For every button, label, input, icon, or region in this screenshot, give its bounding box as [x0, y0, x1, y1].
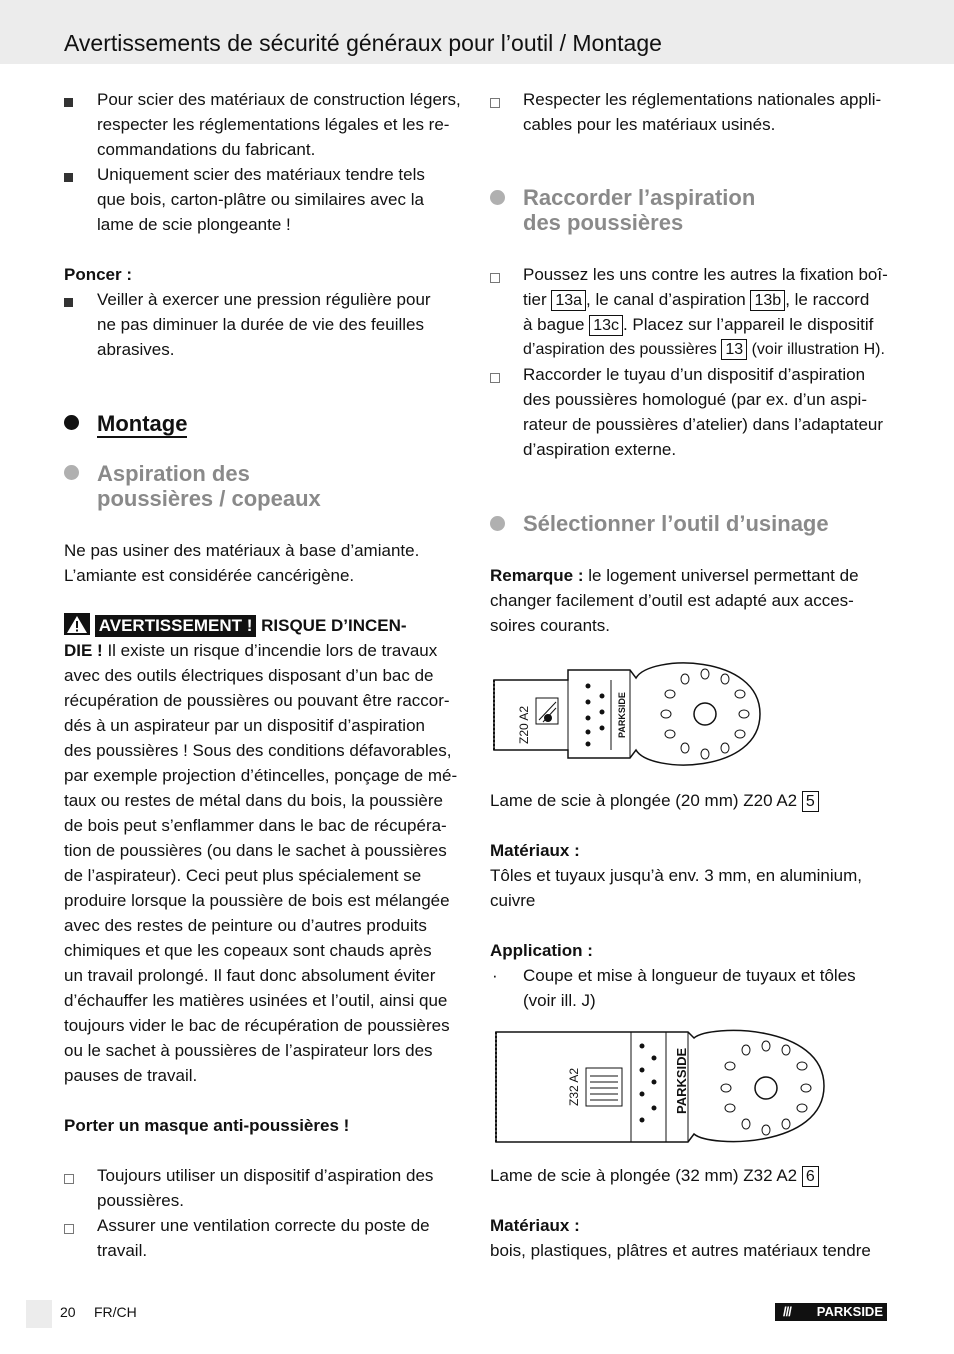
text-span: , le raccord — [785, 290, 870, 309]
blade2-code-text: Z32 A2 — [567, 1067, 581, 1106]
paragraph-line: Ne pas usiner des matériaux à base d’amiante. — [64, 541, 420, 560]
materiaux-label: Matériaux : — [490, 1216, 580, 1235]
bullet-text: Coupe et mise à longueur de tuyaux et tôles — [523, 966, 856, 985]
warning-risk: RISQUE D’INCEN- — [261, 616, 407, 635]
bullet-text: ne pas diminuer la durée de vie des feuilles — [97, 315, 424, 334]
raccorder-heading: Raccorder l’aspiration — [523, 185, 756, 210]
ref-13a: 13a — [551, 290, 586, 311]
ref-13b: 13b — [750, 290, 785, 311]
aspiration-heading: poussières / copeaux — [97, 486, 321, 511]
bullet-text: Veiller à exercer une pression régulière pour — [97, 290, 431, 309]
bullet-text: commandations du fabricant. — [97, 140, 316, 159]
footer-marker — [26, 1300, 52, 1328]
heading-dot-icon — [64, 465, 79, 480]
poncer-label: Poncer : — [64, 265, 133, 284]
paragraph-line: bois, plastiques, plâtres et autres matériaux tendre — [490, 1241, 871, 1260]
bullet-square-outline-icon — [490, 98, 500, 108]
bullet-text: Respecter les réglementations nationales appli- — [523, 90, 882, 109]
text-span: , le canal d’aspiration — [586, 290, 751, 309]
paragraph-line: soires courants. — [490, 616, 610, 635]
warning-line: toujours vider le bac de récupération de poussières — [64, 1016, 450, 1035]
paragraph-line: Tôles et tuyaux jusqu’à env. 3 mm, en aluminium, — [490, 866, 862, 885]
heading-dot-icon — [490, 516, 505, 531]
bullet-text — [523, 337, 885, 362]
caption-text: Lame de scie à plongée (20 mm) Z20 A2 — [490, 791, 802, 810]
text-span: à bague — [523, 315, 590, 334]
warning-line: par exemple projection d’étincelles, ponçage de mé- — [64, 766, 458, 785]
warning-line: chimiques et que les copeaux sont chauds après — [64, 941, 432, 960]
bullet-text: Pour scier des matériaux de construction légers, — [97, 90, 461, 109]
blade2-brand-text: PARKSIDE — [674, 1047, 689, 1114]
bullet-text — [523, 312, 873, 337]
bullet-text: cables pour les matériaux usinés. — [523, 115, 776, 134]
warning-line: ou le sachet à poussières de l’aspirateur lors des — [64, 1041, 433, 1060]
bullet-square-icon — [64, 298, 73, 307]
warning-line: de bois peut s’enflammer dans le bac de récupéra- — [64, 816, 447, 835]
warning-line — [64, 638, 437, 663]
remarque-text: le logement universel permettant de — [583, 566, 859, 585]
text-span: d’aspiration des poussières — [523, 341, 722, 358]
warning-triangle-icon — [64, 613, 90, 635]
remarque-label: Remarque : — [490, 566, 584, 585]
warning-line: tion de poussières (ou dans le sachet à poussières — [64, 841, 447, 860]
remarque-line — [490, 563, 859, 588]
warning-line: taux ou restes de métal dans du bois, la poussière — [64, 791, 443, 810]
bullet-square-outline-icon — [64, 1174, 74, 1184]
language-code: FR/CH — [94, 1304, 137, 1320]
bullet-text: Toujours utiliser un dispositif d’aspiration des — [97, 1166, 434, 1185]
bullet-dot: · — [492, 966, 498, 985]
warning-line: dés à un aspirateur par un dispositif d’aspiration — [64, 716, 425, 735]
bullet-square-outline-icon — [490, 273, 500, 283]
application-label: Application : — [490, 941, 593, 960]
bullet-text: Uniquement scier des matériaux tendre tels — [97, 165, 425, 184]
bullet-text: Poussez les uns contre les autres la fixation boî- — [523, 265, 888, 284]
text-span: (voir illustration H). — [747, 341, 885, 358]
aspiration-heading: Aspiration des — [97, 461, 250, 486]
warning-line: produire lorsque la poussière de bois est mélangée — [64, 891, 450, 910]
text-span: . Placez sur l’appareil le dispositif — [622, 315, 874, 334]
saw-blade-z32-illustration — [490, 1028, 826, 1146]
heading-dot-icon — [490, 190, 505, 205]
ref-5: 5 — [802, 791, 819, 812]
bullet-text: (voir ill. J) — [523, 991, 596, 1010]
warning-line: des poussières ! Sous des conditions défavorables, — [64, 741, 452, 760]
raccorder-heading: des poussières — [523, 210, 684, 235]
logo-text: PARKSIDE — [816, 1304, 883, 1319]
bullet-square-outline-icon — [490, 373, 500, 383]
warning-line: récupération de poussières ou pouvant être raccor- — [64, 691, 450, 710]
bullet-text: Assurer une ventilation correcte du poste de — [97, 1216, 430, 1235]
page-number: 20 — [60, 1304, 76, 1320]
masque-heading: Porter un masque anti-poussières ! — [64, 1116, 350, 1135]
warning-label: AVERTISSEMENT ! — [95, 615, 257, 637]
blade1-code-text: Z20 A2 — [517, 705, 531, 744]
parkside-logo — [775, 1303, 887, 1321]
bullet-square-icon — [64, 173, 73, 182]
bullet-text: lame de scie plongeante ! — [97, 215, 291, 234]
heading-dot-icon — [64, 415, 79, 430]
bullet-text: Raccorder le tuyau d’un dispositif d’aspiration — [523, 365, 866, 384]
ref-13: 13 — [721, 339, 747, 360]
bullet-text: poussières. — [97, 1191, 184, 1210]
warning-die: DIE ! — [64, 641, 103, 660]
warning-line: avec des outils électriques disposant d’un bac de — [64, 666, 434, 685]
blade1-brand-text: PARKSIDE — [617, 692, 627, 738]
warning-line: un travail prolongé. Il faut donc absolument éviter — [64, 966, 436, 985]
page-header — [0, 0, 954, 64]
materiaux-label: Matériaux : — [490, 841, 580, 860]
bullet-text — [523, 287, 869, 312]
logo-slashes: /// — [783, 1304, 791, 1319]
paragraph-line: cuivre — [490, 891, 536, 910]
text-span: tier — [523, 290, 552, 309]
warning-first-text: Il existe un risque d’incendie lors de travaux — [102, 641, 438, 660]
montage-heading: Montage — [97, 411, 188, 436]
bullet-text: abrasives. — [97, 340, 175, 359]
paragraph-line: L’amiante est considérée cancérigène. — [64, 566, 355, 585]
page-title: Avertissements de sécurité généraux pour l’outil / Montage — [64, 30, 662, 56]
bullet-text: des poussières homologué (par ex. d’un aspi- — [523, 390, 867, 409]
warning-line: d’échauffer les matières usinées et l’outil, ainsi que — [64, 991, 448, 1010]
bullet-text: respecter les réglementations légales et les re- — [97, 115, 450, 134]
saw-blade-z20-illustration — [490, 656, 765, 774]
warning-title — [64, 613, 407, 638]
warning-line: de l’aspirateur). Ceci peut plus spécialement se — [64, 866, 422, 885]
bullet-text: travail. — [97, 1241, 148, 1260]
ref-6: 6 — [802, 1166, 819, 1187]
blade2-caption — [490, 1163, 819, 1188]
bullet-text: que bois, carton-plâtre ou similaires avec la — [97, 190, 424, 209]
bullet-square-icon — [64, 98, 73, 107]
blade1-caption — [490, 788, 819, 813]
selection-heading: Sélectionner l’outil d’usinage — [523, 511, 829, 536]
paragraph-line: changer facilement d’outil est adapté aux acces- — [490, 591, 854, 610]
caption-text: Lame de scie à plongée (32 mm) Z32 A2 — [490, 1166, 802, 1185]
bullet-text: d’aspiration externe. — [523, 440, 677, 459]
bullet-text: rateur de poussières d’atelier) dans l’adaptateur — [523, 415, 884, 434]
warning-line: pauses de travail. — [64, 1066, 198, 1085]
warning-line: avec des restes de peinture ou d’autres produits — [64, 916, 427, 935]
ref-13c: 13c — [589, 315, 623, 336]
bullet-square-outline-icon — [64, 1224, 74, 1234]
